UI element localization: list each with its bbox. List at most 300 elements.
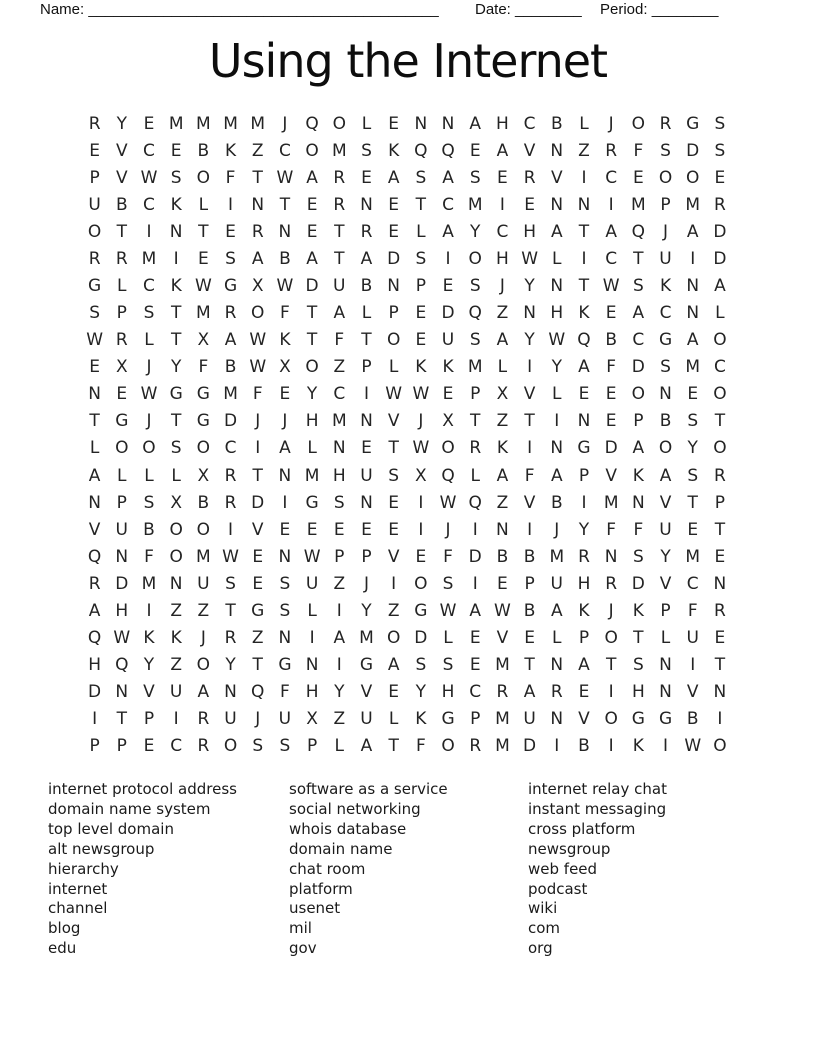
grid-letter: N — [604, 546, 618, 567]
grid-letter: X — [197, 330, 210, 351]
grid-letter: A — [224, 330, 237, 351]
word-list-item: newsgroup — [528, 839, 611, 858]
grid-letter: A — [360, 248, 373, 269]
grid-letter: Z — [197, 600, 210, 621]
grid-letter: L — [552, 628, 562, 649]
grid-letter: V — [251, 519, 264, 540]
grid-letter: A — [550, 465, 563, 486]
grid-letter: V — [143, 682, 155, 703]
grid-letter: T — [470, 411, 481, 432]
grid-letter: Q — [414, 140, 428, 161]
grid-letter: G — [658, 330, 673, 351]
grid-letter: E — [687, 519, 699, 540]
grid-letter: R — [224, 492, 237, 513]
grid-letter: N — [169, 573, 183, 594]
grid-letter: S — [415, 655, 427, 676]
grid-letter: S — [279, 736, 291, 757]
period-blank-line: ________ — [651, 1, 719, 18]
grid-letter: F — [280, 682, 290, 703]
grid-letter: Z — [578, 140, 590, 161]
grid-letter: N — [387, 276, 401, 296]
grid-letter: D — [414, 628, 428, 649]
grid-letter: O — [658, 438, 673, 459]
grid-letter: K — [415, 709, 427, 730]
grid-letter: F — [144, 546, 154, 567]
grid-letter: C — [333, 384, 346, 405]
grid-letter: L — [443, 628, 453, 649]
grid-letter: T — [605, 655, 617, 676]
grid-letter: K — [578, 600, 590, 621]
grid-letter: O — [196, 655, 211, 676]
grid-letter: U — [659, 248, 672, 269]
grid-letter: N — [441, 113, 455, 134]
grid-letter: R — [605, 140, 618, 161]
grid-letter: Y — [524, 330, 535, 351]
grid-letter: M — [141, 248, 157, 269]
grid-letter: E — [361, 167, 372, 188]
grid-letter: B — [523, 546, 536, 567]
grid-letter: R — [360, 221, 373, 242]
grid-letter: Q — [468, 492, 482, 513]
grid-letter: K — [170, 628, 182, 649]
grid-letter: Z — [496, 303, 509, 324]
grid-letter: I — [554, 736, 560, 757]
word-list-item: platform — [289, 879, 353, 898]
grid-letter: K — [170, 276, 182, 296]
grid-letter: L — [334, 736, 345, 757]
grid-letter: U — [115, 519, 128, 540]
grid-letter: C — [713, 357, 726, 378]
grid-letter: N — [686, 303, 700, 324]
grid-letter: A — [686, 330, 699, 351]
grid-letter: C — [143, 194, 155, 215]
grid-letter: I — [527, 438, 533, 459]
grid-letter: N — [523, 303, 536, 324]
grid-letter: G — [414, 600, 428, 621]
grid-letter: H — [441, 682, 455, 703]
grid-letter: V — [605, 465, 617, 486]
grid-letter: J — [146, 411, 152, 432]
grid-letter: S — [469, 330, 481, 351]
grid-letter: B — [197, 492, 210, 513]
grid-letter: V — [523, 492, 536, 513]
grid-letter: Y — [143, 655, 155, 676]
grid-letter: O — [713, 384, 727, 405]
grid-letter: U — [197, 573, 210, 594]
grid-letter: A — [88, 600, 101, 621]
grid-letter: S — [225, 248, 236, 269]
grid-letter: S — [632, 546, 644, 567]
grid-letter: W — [86, 330, 103, 351]
grid-letter: E — [143, 113, 155, 134]
grid-letter: L — [361, 113, 372, 134]
grid-letter: N — [115, 682, 129, 703]
grid-letter: N — [278, 465, 292, 486]
grid-letter: T — [279, 194, 291, 215]
grid-letter: N — [278, 628, 292, 649]
grid-letter: J — [146, 357, 152, 378]
grid-letter: M — [495, 736, 510, 757]
grid-letter: S — [143, 303, 155, 324]
grid-letter: M — [223, 113, 238, 134]
grid-letter: Q — [631, 221, 646, 242]
grid-letter: N — [713, 682, 727, 703]
grid-letter: B — [523, 600, 536, 621]
grid-letter: S — [415, 167, 427, 188]
grid-letter: Z — [496, 411, 509, 432]
grid-letter: O — [686, 167, 700, 188]
grid-letter: A — [333, 303, 346, 324]
grid-letter: I — [391, 573, 397, 594]
grid-letter: E — [388, 682, 400, 703]
grid-letter: D — [251, 492, 265, 513]
grid-letter: T — [361, 330, 372, 351]
grid-letter: X — [170, 492, 182, 513]
grid-letter: Z — [251, 140, 264, 161]
grid-letter: N — [496, 519, 509, 540]
grid-letter: A — [442, 221, 454, 242]
grid-letter: A — [387, 655, 400, 676]
grid-letter: G — [577, 438, 591, 459]
word-list-item: hierarchy — [48, 859, 119, 878]
grid-letter: N — [550, 194, 564, 215]
grid-letter: C — [278, 140, 291, 161]
grid-letter: I — [146, 221, 152, 242]
grid-letter: N — [360, 492, 373, 513]
grid-letter: M — [631, 194, 646, 215]
grid-letter: I — [472, 519, 478, 540]
grid-letter: U — [360, 709, 373, 730]
grid-letter: I — [173, 248, 179, 269]
grid-letter: N — [251, 194, 265, 215]
grid-letter: Z — [333, 357, 346, 378]
grid-letter: N — [88, 384, 101, 405]
grid-letter: E — [578, 682, 590, 703]
grid-letter: O — [713, 438, 727, 459]
grid-letter: A — [469, 113, 482, 134]
grid-letter: S — [143, 492, 155, 513]
grid-letter: X — [415, 465, 427, 486]
grid-letter: P — [143, 709, 155, 730]
grid-letter: R — [714, 600, 726, 621]
grid-letter: T — [252, 655, 263, 676]
grid-letter: A — [279, 438, 291, 459]
grid-letter: L — [579, 113, 589, 134]
grid-letter: E — [632, 167, 644, 188]
grid-letter: E — [388, 113, 400, 134]
grid-letter: N — [305, 655, 319, 676]
grid-letter: O — [386, 330, 401, 351]
grid-letter: I — [282, 492, 288, 513]
grid-letter: R — [659, 113, 672, 134]
grid-letter: A — [469, 600, 482, 621]
grid-letter: P — [361, 546, 372, 567]
grid-letter: R — [88, 573, 101, 594]
grid-letter: J — [554, 519, 560, 540]
grid-letter: S — [687, 411, 699, 432]
word-list-item: chat room — [289, 859, 366, 878]
grid-letter: O — [658, 167, 673, 188]
grid-letter: O — [305, 357, 319, 378]
grid-letter: E — [361, 519, 372, 540]
grid-letter: P — [388, 303, 399, 324]
grid-letter: H — [631, 682, 645, 703]
grid-letter: A — [306, 167, 318, 188]
grid-letter: L — [144, 330, 154, 351]
grid-letter: T — [170, 411, 182, 432]
grid-letter: A — [550, 600, 563, 621]
grid-letter: W — [439, 600, 457, 621]
grid-letter: D — [631, 573, 645, 594]
grid-letter: I — [581, 248, 587, 269]
grid-letter: P — [660, 194, 671, 215]
grid-letter: O — [631, 384, 646, 405]
grid-letter: O — [604, 709, 618, 730]
grid-letter: W — [113, 628, 131, 649]
grid-letter: W — [303, 546, 321, 567]
grid-letter: S — [279, 600, 291, 621]
grid-letter: P — [116, 303, 127, 324]
grid-letter: U — [305, 573, 319, 594]
grid-letter: Z — [170, 655, 182, 676]
grid-letter: I — [663, 736, 669, 757]
grid-letter: P — [116, 492, 127, 513]
grid-letter: A — [632, 438, 645, 459]
grid-letter: U — [659, 519, 672, 540]
grid-letter: L — [552, 248, 562, 269]
grid-letter: M — [168, 113, 184, 134]
grid-letter: T — [578, 221, 590, 242]
grid-letter: I — [690, 655, 696, 676]
grid-letter: N — [115, 546, 129, 567]
grid-letter: J — [363, 573, 369, 594]
grid-letter: E — [333, 519, 345, 540]
grid-letter: R — [550, 682, 563, 703]
grid-letter: O — [414, 573, 428, 594]
grid-letter: F — [252, 384, 263, 405]
grid-letter: F — [198, 357, 209, 378]
grid-letter: S — [333, 492, 345, 513]
grid-letter: W — [494, 600, 511, 621]
word-list-item: org — [528, 939, 553, 958]
word-list-item: mil — [289, 919, 312, 938]
worksheet-header — [0, 0, 816, 28]
grid-letter: H — [305, 682, 319, 703]
grid-letter: X — [279, 357, 291, 378]
grid-letter: S — [714, 113, 726, 134]
grid-letter: Z — [333, 573, 346, 594]
grid-letter: E — [197, 248, 209, 269]
grid-letter: U — [88, 194, 101, 215]
grid-letter: M — [304, 465, 320, 486]
grid-letter: C — [523, 113, 536, 134]
grid-letter: J — [255, 709, 261, 730]
grid-letter: D — [223, 411, 238, 432]
grid-letter: K — [442, 357, 454, 378]
grid-letter: T — [170, 303, 182, 324]
grid-letter: Z — [333, 709, 346, 730]
grid-letter: E — [605, 411, 617, 432]
grid-letter: X — [115, 357, 128, 378]
word-list-item: podcast — [528, 879, 588, 898]
grid-letter: T — [89, 411, 100, 432]
grid-letter: V — [686, 682, 699, 703]
grid-letter: U — [169, 682, 183, 703]
grid-letter: A — [605, 221, 617, 242]
grid-letter: M — [685, 357, 701, 378]
grid-letter: N — [577, 194, 591, 215]
grid-letter: H — [523, 221, 536, 242]
grid-letter: E — [170, 140, 182, 161]
grid-letter: O — [87, 221, 102, 242]
grid-letter: T — [334, 221, 345, 242]
grid-letter: L — [144, 465, 154, 486]
grid-letter: N — [659, 655, 672, 676]
grid-letter: T — [252, 167, 263, 188]
grid-letter: W — [602, 276, 620, 296]
grid-letter: E — [714, 546, 726, 567]
grid-letter: S — [252, 736, 264, 757]
grid-letter: F — [633, 140, 644, 161]
grid-letter: R — [714, 465, 726, 486]
grid-letter: X — [251, 276, 264, 296]
grid-letter: K — [170, 194, 182, 215]
grid-letter: L — [497, 357, 508, 378]
grid-letter: Z — [496, 492, 509, 513]
word-list-item: wiki — [528, 899, 558, 918]
grid-letter: G — [278, 655, 292, 676]
grid-letter: T — [714, 411, 726, 432]
grid-letter: Q — [441, 140, 455, 161]
grid-letter: S — [225, 573, 236, 594]
grid-letter: I — [92, 709, 98, 730]
grid-letter: I — [554, 411, 560, 432]
grid-letter: W — [140, 167, 158, 188]
grid-letter: L — [361, 303, 372, 324]
grid-letter: O — [441, 438, 455, 459]
grid-letter: K — [632, 600, 644, 621]
grid-letter: N — [659, 384, 672, 405]
grid-letter: K — [578, 303, 590, 324]
grid-letter: C — [605, 248, 618, 269]
word-list-item: top level domain — [48, 819, 174, 838]
grid-letter: I — [527, 357, 533, 378]
grid-letter: E — [687, 384, 699, 405]
grid-letter: Q — [87, 628, 102, 649]
grid-letter: E — [497, 573, 508, 594]
grid-letter: A — [306, 248, 318, 269]
grid-letter: W — [439, 492, 457, 513]
grid-letter: B — [197, 140, 210, 161]
grid-letter: C — [605, 167, 618, 188]
grid-letter: T — [306, 330, 318, 351]
grid-letter: V — [523, 384, 536, 405]
grid-letter: M — [196, 303, 211, 324]
grid-letter: Z — [387, 600, 400, 621]
word-list-item: web feed — [528, 859, 598, 878]
period-field — [600, 1, 718, 18]
grid-letter: T — [524, 411, 535, 432]
grid-letter: T — [116, 221, 127, 242]
grid-letter: Y — [551, 357, 562, 378]
grid-letter: I — [363, 384, 369, 405]
grid-letter: W — [412, 384, 430, 405]
grid-letter: G — [196, 384, 210, 405]
grid-letter: O — [441, 736, 455, 757]
grid-letter: G — [251, 600, 265, 621]
grid-letter: Y — [524, 276, 535, 296]
grid-letter: E — [388, 492, 400, 513]
word-list-item: social networking — [289, 799, 421, 818]
grid-letter: E — [442, 384, 454, 405]
grid-letter: Y — [578, 519, 590, 540]
grid-letter: S — [388, 465, 400, 486]
grid-letter: P — [578, 628, 590, 649]
grid-letter: T — [198, 221, 209, 242]
grid-letter: P — [470, 384, 481, 405]
grid-letter: P — [714, 492, 726, 513]
grid-letter: H — [115, 600, 129, 621]
name-field — [40, 1, 439, 18]
grid-letter: L — [307, 438, 317, 459]
grid-letter: I — [608, 736, 614, 757]
grid-letter: D — [468, 546, 482, 567]
grid-letter: S — [632, 276, 644, 296]
grid-letter: L — [388, 357, 399, 378]
grid-letter: O — [115, 438, 129, 459]
grid-letter: L — [117, 276, 127, 296]
grid-letter: L — [198, 194, 209, 215]
word-list-column-1 — [48, 780, 237, 959]
word-list-item: usenet — [289, 899, 341, 918]
grid-letter: N — [278, 221, 292, 242]
grid-letter: E — [89, 357, 100, 378]
name-label: Name: — [40, 1, 85, 18]
grid-letter: U — [686, 628, 699, 649]
grid-letter: A — [333, 628, 346, 649]
grid-letter: B — [605, 330, 617, 351]
grid-letter: X — [496, 384, 509, 405]
grid-letter: Z — [170, 600, 182, 621]
grid-letter: J — [282, 113, 288, 134]
grid-letter: W — [222, 546, 239, 567]
grid-letter: Y — [361, 600, 372, 621]
grid-letter: E — [388, 221, 400, 242]
grid-letter: M — [467, 194, 483, 215]
grid-letter: K — [632, 465, 644, 486]
grid-letter: O — [196, 167, 211, 188]
grid-letter: Y — [334, 682, 345, 703]
grid-letter: E — [306, 194, 318, 215]
grid-letter: E — [469, 655, 481, 676]
grid-letter: T — [334, 248, 345, 269]
grid-letter: I — [418, 492, 424, 513]
grid-letter: N — [631, 492, 645, 513]
grid-letter: T — [116, 709, 127, 730]
grid-letter: K — [224, 140, 237, 161]
grid-letter: C — [632, 330, 645, 351]
date-blank-line: ________ — [515, 1, 582, 18]
grid-letter: V — [659, 492, 672, 513]
grid-letter: H — [88, 655, 101, 676]
grid-letter: I — [608, 682, 614, 703]
grid-letter: F — [633, 519, 644, 540]
grid-letter: I — [173, 709, 179, 730]
grid-letter: C — [224, 438, 237, 459]
grid-letter: R — [197, 736, 210, 757]
grid-letter: S — [361, 140, 372, 161]
grid-letter: G — [169, 384, 183, 405]
